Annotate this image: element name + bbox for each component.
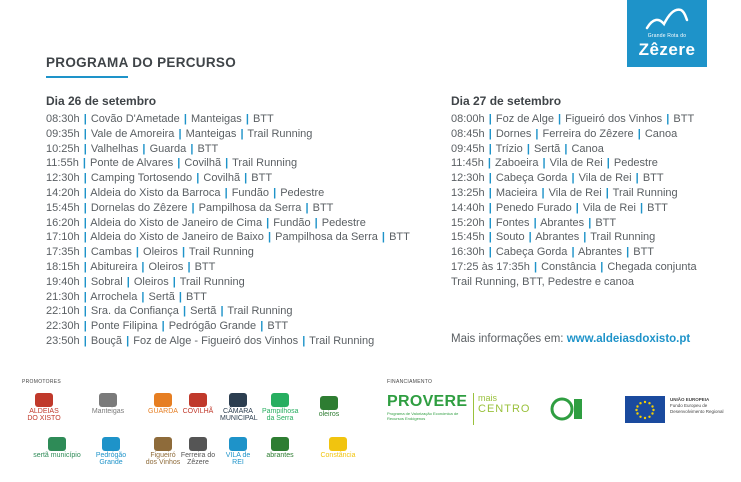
separator: |	[564, 142, 568, 155]
separator: |	[83, 186, 87, 199]
schedule-part: Oleiros	[143, 246, 178, 259]
schedule-time: 12:30h	[451, 172, 485, 185]
schedule-part: Vila de Rei	[582, 201, 636, 214]
separator: |	[141, 290, 145, 303]
promotor-logo	[26, 437, 88, 459]
promotor-logo	[145, 437, 181, 466]
promotor-emblem-icon	[271, 437, 289, 451]
schedule-part: Covilhã	[203, 172, 241, 185]
promotor-logo	[180, 393, 216, 415]
separator: |	[542, 157, 546, 170]
promotor-name: ALDEIAS DO XISTO	[27, 408, 61, 422]
schedule-part: Canoa	[571, 142, 604, 155]
schedule-item	[451, 171, 701, 186]
separator: |	[83, 246, 87, 259]
schedule-part: Ferreira do Zêzere	[542, 127, 634, 140]
schedule-item	[451, 216, 701, 231]
schedule-time: 16:20h	[46, 216, 80, 229]
schedule-time: 09:35h	[46, 127, 80, 140]
schedule-part: Fontes	[495, 216, 530, 229]
promotor-emblem-icon	[99, 393, 117, 407]
separator: |	[541, 186, 545, 199]
schedule-part: Bouçã	[90, 334, 123, 347]
schedule-item	[46, 142, 410, 157]
schedule-time: 18:15h	[46, 260, 80, 273]
schedule-part: Penedo Furado	[495, 201, 572, 214]
schedule-part: Manteigas	[191, 113, 242, 125]
promotor-logo	[300, 396, 358, 418]
promotor-emblem-icon	[35, 393, 53, 407]
more-info-label: Mais informações em:	[451, 333, 564, 345]
schedule-item	[46, 230, 410, 245]
day-column-2	[451, 94, 701, 290]
separator: |	[182, 305, 187, 318]
centro-bottom: CENTRO	[478, 403, 531, 415]
schedule-item	[46, 127, 410, 142]
promotor-name: COVILHÃ	[182, 408, 214, 415]
separator: |	[187, 260, 191, 273]
schedule-item	[46, 290, 410, 305]
separator: |	[244, 172, 248, 185]
schedule-part: Canoa	[644, 127, 678, 140]
schedule-part: Abrantes	[535, 231, 580, 244]
schedule-item	[46, 245, 410, 260]
brand-line2: Zêzere	[638, 40, 696, 59]
schedule-part: BTT	[633, 246, 655, 259]
provere-subtext: Programa de Valorização Económica de Recursos Endógenos	[387, 411, 459, 421]
schedule-part: BTT	[197, 142, 219, 155]
promotor-logo	[320, 437, 356, 459]
schedule-list	[451, 112, 701, 290]
schedule-part: BTT	[194, 260, 216, 273]
schedule-part: Sertã	[533, 142, 561, 155]
financiamento-label: FINANCIAMENTO	[387, 379, 433, 385]
promotor-logo	[220, 393, 256, 422]
schedule-part: Fundão	[273, 216, 311, 229]
schedule-time: 21:30h	[46, 290, 80, 303]
schedule-part: Aldeia do Xisto de Janeiro de Cima	[90, 216, 263, 229]
schedule-part: Trízio	[495, 142, 523, 155]
schedule-part: Oleiros	[133, 275, 169, 288]
separator: |	[488, 186, 492, 199]
separator: |	[260, 320, 264, 333]
separator: |	[177, 157, 181, 170]
separator: |	[302, 334, 306, 347]
schedule-part: Zaboeira	[495, 157, 539, 170]
schedule-part: Abitureira	[90, 260, 138, 273]
promotor-logo	[220, 437, 256, 466]
separator: |	[526, 142, 530, 155]
separator: |	[571, 172, 575, 185]
promotor-name: abrantes	[266, 452, 294, 459]
separator: |	[83, 216, 87, 229]
schedule-part: Vila de Rei	[578, 172, 632, 185]
promotor-logo	[93, 437, 129, 466]
separator: |	[83, 172, 87, 185]
schedule-part: Ponte de Alvares	[90, 157, 174, 170]
separator: |	[314, 216, 318, 229]
more-info-link[interactable]: www.aldeiasdoxisto.pt	[566, 333, 691, 345]
schedule-time: 12:30h	[46, 172, 80, 185]
schedule-time: 22:10h	[46, 305, 80, 318]
separator: |	[381, 231, 385, 244]
separator: |	[141, 260, 145, 273]
schedule-part: Macieira	[495, 186, 538, 199]
separator: |	[161, 320, 165, 333]
promotor-emblem-icon	[154, 393, 172, 407]
promotor-name: Pedrógão Grande	[95, 452, 127, 466]
day-title: Dia 26 de setembro	[46, 94, 157, 108]
schedule-time: 17:35h	[46, 246, 80, 259]
promotor-name: sertã município	[33, 452, 81, 459]
schedule-time: 17:25 às 17:35h	[451, 260, 530, 273]
separator: |	[83, 113, 87, 125]
schedule-time: 11:45h	[451, 157, 484, 170]
schedule-item	[451, 201, 701, 216]
separator: |	[488, 201, 492, 214]
separator: |	[635, 172, 639, 185]
separator: |	[273, 186, 277, 199]
separator: |	[135, 246, 139, 259]
schedule-item	[46, 112, 410, 127]
schedule-item	[451, 230, 701, 245]
separator: |	[191, 201, 195, 214]
schedule-part: Ponte Filipina	[90, 320, 158, 333]
separator: |	[83, 127, 87, 140]
separator: |	[558, 113, 562, 125]
schedule-part: Pedrógão Grande	[168, 320, 257, 333]
promotores-label: PROMOTORES	[22, 379, 62, 385]
separator: |	[533, 260, 538, 273]
separator: |	[637, 127, 641, 140]
separator: |	[245, 113, 249, 125]
eu-text	[670, 397, 725, 415]
separator: |	[83, 201, 87, 214]
separator: |	[488, 113, 492, 125]
schedule-part: Vila de Rei	[549, 157, 603, 170]
separator: |	[487, 157, 491, 170]
schedule-part: Souto	[495, 231, 525, 244]
promotor-emblem-icon	[329, 437, 347, 451]
schedule-part: Cabeça Gorda	[495, 246, 568, 259]
schedule-item	[451, 245, 701, 260]
promotor-emblem-icon	[48, 437, 66, 451]
schedule-part: Constância	[541, 260, 597, 273]
schedule-part: Foz de Alge - Figueiró dos Vinhos	[133, 334, 299, 347]
schedule-part: Trail Running	[612, 186, 678, 199]
schedule-part: Trail Running	[227, 305, 293, 318]
schedule-item	[46, 304, 410, 319]
schedule-part: Trail Running	[590, 231, 656, 244]
schedule-part: Trail Running	[309, 334, 375, 347]
eu-subtitle: Fundo Europeu de Desenvolvimento Regional	[670, 403, 724, 414]
promotor-emblem-icon	[154, 437, 172, 451]
mais-centro-logo	[473, 393, 548, 425]
schedule-part: Valhelhas	[90, 142, 139, 155]
separator: |	[488, 246, 492, 259]
schedule-part: Manteigas	[185, 127, 237, 140]
schedule-item	[451, 127, 701, 142]
schedule-part: Covilhã	[184, 157, 222, 170]
schedule-time: 13:25h	[451, 186, 485, 199]
promotor-logo	[262, 437, 298, 459]
promotor-name: VILA de REI	[225, 452, 251, 466]
schedule-part: BTT	[267, 320, 289, 333]
separator: |	[488, 127, 492, 140]
promotor-emblem-icon	[229, 393, 247, 407]
promotor-emblem-icon	[189, 437, 207, 451]
schedule-part: BTT	[673, 113, 695, 125]
promotor-name: Figueiró dos Vinhos	[145, 452, 181, 466]
separator: |	[266, 216, 270, 229]
day-title: Dia 27 de setembro	[451, 94, 562, 108]
schedule-part: Abrantes	[540, 216, 585, 229]
separator: |	[172, 275, 176, 288]
schedule-part: Dornes	[495, 127, 532, 140]
promotor-emblem-icon	[229, 437, 247, 451]
schedule-time: 11:55h	[46, 157, 79, 170]
separator: |	[626, 246, 630, 259]
separator: |	[571, 246, 575, 259]
separator: |	[488, 142, 492, 155]
separator: |	[83, 275, 87, 288]
separator: |	[535, 127, 539, 140]
separator: |	[588, 216, 592, 229]
schedule-item	[451, 142, 701, 157]
promotor-name: Pampilhosa da Serra	[262, 408, 299, 422]
schedule-part: Figueiró dos Vinhos	[565, 113, 663, 125]
separator: |	[83, 290, 87, 303]
schedule-part: Trail Running	[247, 127, 313, 140]
promotor-emblem-icon	[271, 393, 289, 407]
schedule-time: 23:50h	[46, 334, 80, 347]
separator: |	[267, 231, 272, 244]
separator: |	[639, 201, 644, 214]
schedule-part: BTT	[252, 113, 274, 125]
schedule-time: 14:20h	[46, 186, 80, 199]
separator: |	[605, 186, 609, 199]
separator: |	[220, 305, 224, 318]
eu-flag	[625, 396, 665, 423]
more-info	[451, 333, 690, 345]
separator: |	[600, 260, 604, 273]
promotor-name: oleiros	[318, 411, 340, 418]
separator: |	[183, 113, 187, 125]
schedule-part: Chegada conjunta Trail Running, BTT, Pedestre e canoa	[451, 260, 697, 288]
promotor-logo	[180, 437, 216, 466]
schedule-part: Dornelas do Zêzere	[90, 201, 188, 214]
schedule-part: Sertã	[148, 290, 175, 303]
schedule-part: BTT	[251, 172, 273, 185]
promotor-logo	[26, 393, 62, 422]
schedule-item	[451, 186, 701, 201]
schedule-item	[46, 201, 410, 216]
separator: |	[181, 246, 186, 259]
brand-logo	[627, 0, 707, 67]
promotor-logo	[145, 393, 181, 415]
page-title: PROGRAMA DO PERCURSO	[46, 55, 237, 70]
schedule-part: BTT	[389, 231, 410, 244]
schedule-part: Vale de Amoreira	[90, 127, 175, 140]
promotor-emblem-icon	[320, 396, 338, 410]
promotor-name: Constância	[320, 452, 356, 459]
eu-title: UNIÃO EUROPEIA	[670, 397, 710, 402]
schedule-part: Trail Running	[188, 246, 254, 259]
schedule-part: Foz de Alge	[495, 113, 554, 125]
separator: |	[528, 231, 532, 244]
separator: |	[190, 142, 194, 155]
qren-logo	[550, 393, 622, 430]
schedule-item	[46, 275, 410, 290]
promotor-logo	[90, 393, 126, 415]
separator: |	[606, 157, 610, 170]
mountain-icon	[645, 6, 689, 32]
schedule-item	[46, 334, 410, 349]
promotor-logo	[262, 393, 298, 422]
schedule-time: 15:45h	[451, 231, 485, 244]
centro-top: mais	[478, 393, 498, 403]
schedule-part: Aldeia do Xisto de Janeiro de Baixo	[90, 231, 264, 244]
provere-logo	[387, 393, 472, 421]
schedule-part: Cambas	[90, 246, 132, 259]
promotor-name: Ferreira do Zêzere	[180, 452, 216, 466]
schedule-part: Fundão	[231, 186, 270, 199]
schedule-time: 22:30h	[46, 320, 80, 333]
schedule-part: Sra. da Confiança	[90, 305, 179, 318]
schedule-time: 15:20h	[451, 216, 485, 229]
eu-stars-icon	[625, 396, 665, 423]
separator: |	[240, 127, 244, 140]
separator: |	[305, 201, 309, 214]
schedule-item	[46, 156, 410, 171]
separator: |	[83, 231, 87, 244]
schedule-part: Pampilhosa da Serra	[275, 231, 378, 244]
separator: |	[666, 113, 670, 125]
schedule-part: Pedestre	[280, 186, 325, 199]
schedule-part: Oleiros	[148, 260, 184, 273]
schedule-part: BTT	[595, 216, 617, 229]
separator: |	[126, 334, 130, 347]
separator: |	[178, 127, 182, 140]
schedule-part: Sobral	[90, 275, 123, 288]
schedule-item	[46, 216, 410, 231]
schedule-part: Trail Running	[232, 157, 298, 170]
schedule-time: 08:45h	[451, 127, 485, 140]
schedule-part: BTT	[647, 201, 668, 214]
separator: |	[196, 172, 200, 185]
separator: |	[488, 172, 492, 185]
schedule-part: Pampilhosa da Serra	[198, 201, 302, 214]
schedule-part: Cabeça Gorda	[495, 172, 568, 185]
schedule-item	[451, 156, 701, 171]
schedule-item	[451, 112, 701, 127]
schedule-time: 19:40h	[46, 275, 80, 288]
schedule-part: Trail Running	[179, 275, 245, 288]
schedule-part: Covão D'Ametade	[90, 113, 180, 125]
separator: |	[224, 186, 228, 199]
separator: |	[225, 157, 229, 170]
promotor-emblem-icon	[102, 437, 120, 451]
provere-text: PROVERE	[387, 393, 468, 410]
schedule-item	[46, 260, 410, 275]
schedule-part: Abrantes	[578, 246, 623, 259]
schedule-part: Guarda	[149, 142, 187, 155]
schedule-part: Camping Tortosendo	[90, 172, 193, 185]
promotor-name: GUARDA	[148, 408, 178, 415]
separator: |	[83, 142, 87, 155]
schedule-time: 10:25h	[46, 142, 80, 155]
schedule-part: Vila de Rei	[548, 186, 602, 199]
separator: |	[83, 260, 87, 273]
separator: |	[488, 231, 492, 244]
schedule-part: Arrochela	[90, 290, 138, 303]
schedule-time: 14:40h	[451, 201, 485, 214]
promotor-emblem-icon	[189, 393, 207, 407]
schedule-part: Pedestre	[613, 157, 658, 170]
schedule-time: 17:10h	[46, 231, 80, 244]
schedule-part: Aldeia do Xisto da Barroca	[90, 186, 221, 199]
schedule-item	[46, 319, 410, 334]
separator: |	[83, 320, 87, 333]
schedule-part: BTT	[642, 172, 664, 185]
separator: |	[533, 216, 537, 229]
schedule-time: 15:45h	[46, 201, 80, 214]
schedule-list	[46, 112, 410, 349]
schedule-item	[46, 186, 410, 201]
schedule-part: Pedestre	[321, 216, 366, 229]
separator: |	[583, 231, 587, 244]
separator: |	[126, 275, 130, 288]
separator: |	[83, 334, 87, 347]
title-underline	[46, 76, 128, 78]
schedule-time: 09:45h	[451, 142, 485, 155]
separator: |	[83, 305, 87, 318]
promotor-name: Manteigas	[91, 408, 125, 415]
brand-line1: Grande Rota do	[647, 33, 687, 39]
schedule-item	[46, 171, 410, 186]
day-column-1	[46, 94, 410, 349]
schedule-time: 08:00h	[451, 113, 485, 125]
promotor-name: CÂMARA MUNICIPAL	[220, 408, 258, 422]
separator: |	[575, 201, 579, 214]
schedule-time: 16:30h	[451, 246, 485, 259]
separator: |	[82, 157, 86, 170]
schedule-part: BTT	[186, 290, 207, 303]
schedule-part: Sertã	[190, 305, 217, 318]
schedule-part: BTT	[312, 201, 334, 214]
schedule-item	[451, 260, 701, 290]
schedule-time: 08:30h	[46, 113, 80, 125]
separator: |	[178, 290, 182, 303]
separator: |	[142, 142, 146, 155]
separator: |	[488, 216, 492, 229]
qren-icon	[550, 393, 622, 425]
